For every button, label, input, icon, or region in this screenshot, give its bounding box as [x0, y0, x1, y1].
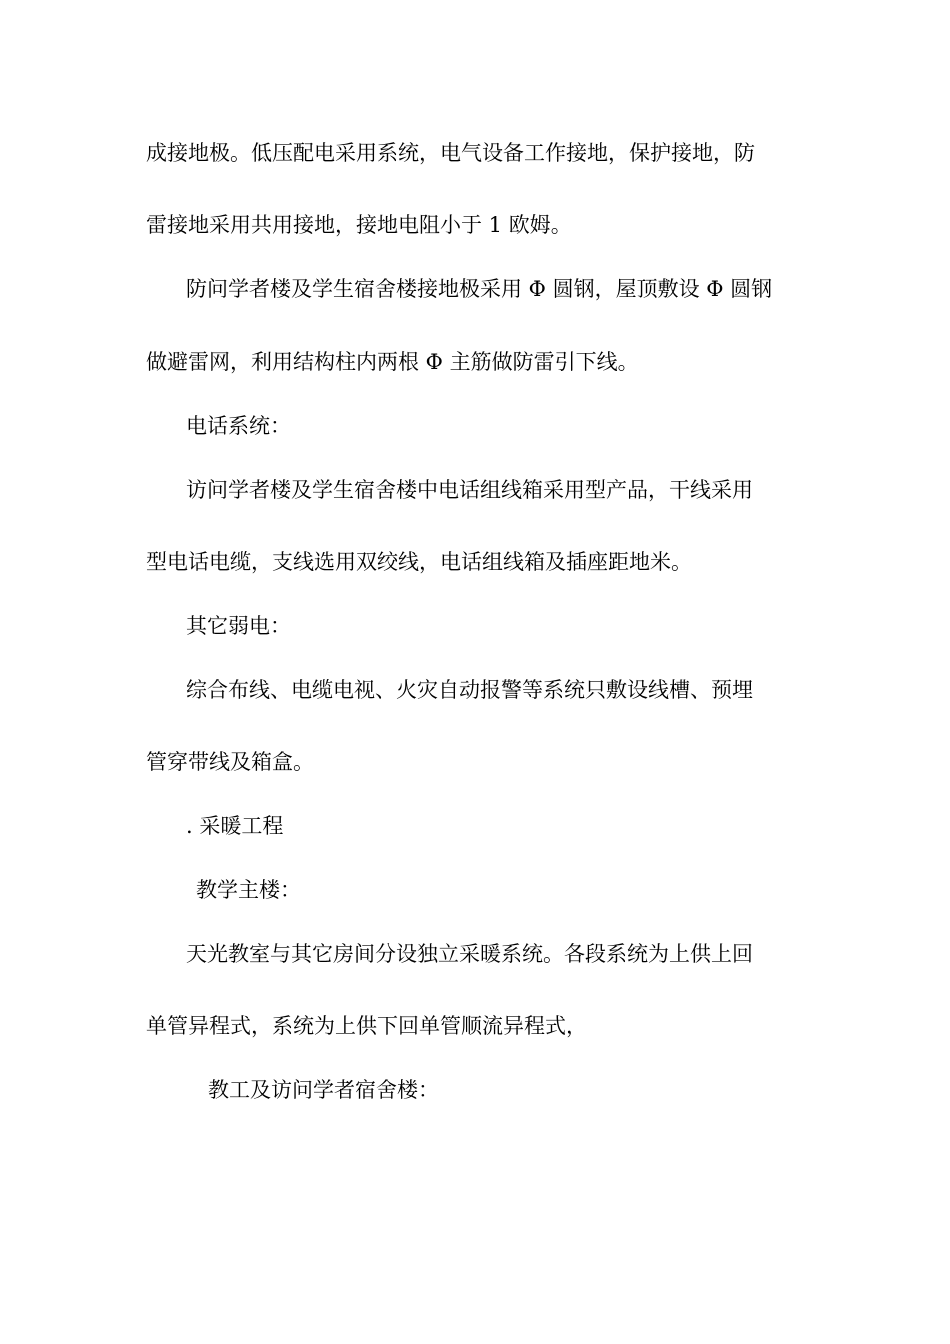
- section-heading: 教学主楼：: [196, 878, 301, 902]
- section-heading: 其它弱电：: [186, 614, 291, 638]
- paragraph-line: 成接地极。低压配电采用系统，电气设备工作接地，保护接地，防: [146, 141, 755, 165]
- paragraph-line: 天光教室与其它房间分设独立采暖系统。各段系统为上供上回: [186, 942, 753, 966]
- paragraph-line: 型电话电缆，支线选用双绞线，电话组线箱及插座距地米。: [146, 550, 692, 574]
- paragraph-line: 访问学者楼及学生宿舍楼中电话组线箱采用型产品，干线采用: [186, 478, 753, 502]
- paragraph-line: 雷接地采用共用接地，接地电阻小于 1 欧姆。: [146, 213, 572, 237]
- paragraph-line: 防问学者楼及学生宿舍楼接地极采用 Φ 圆钢，屋顶敷设 Φ 圆钢: [186, 277, 773, 301]
- section-heading: 教工及访问学者宿舍楼：: [208, 1078, 439, 1102]
- section-heading: . 采暖工程: [186, 814, 284, 838]
- paragraph-line: 单管异程式，系统为上供下回单管顺流异程式，: [146, 1014, 587, 1038]
- paragraph-line: 综合布线、电缆电视、火灾自动报警等系统只敷设线槽、预埋: [186, 678, 753, 702]
- paragraph-line: 管穿带线及箱盒。: [146, 750, 314, 774]
- paragraph-line: 做避雷网，利用结构柱内两根 Φ 主筋做防雷引下线。: [146, 350, 639, 374]
- section-heading: 电话系统：: [186, 414, 291, 438]
